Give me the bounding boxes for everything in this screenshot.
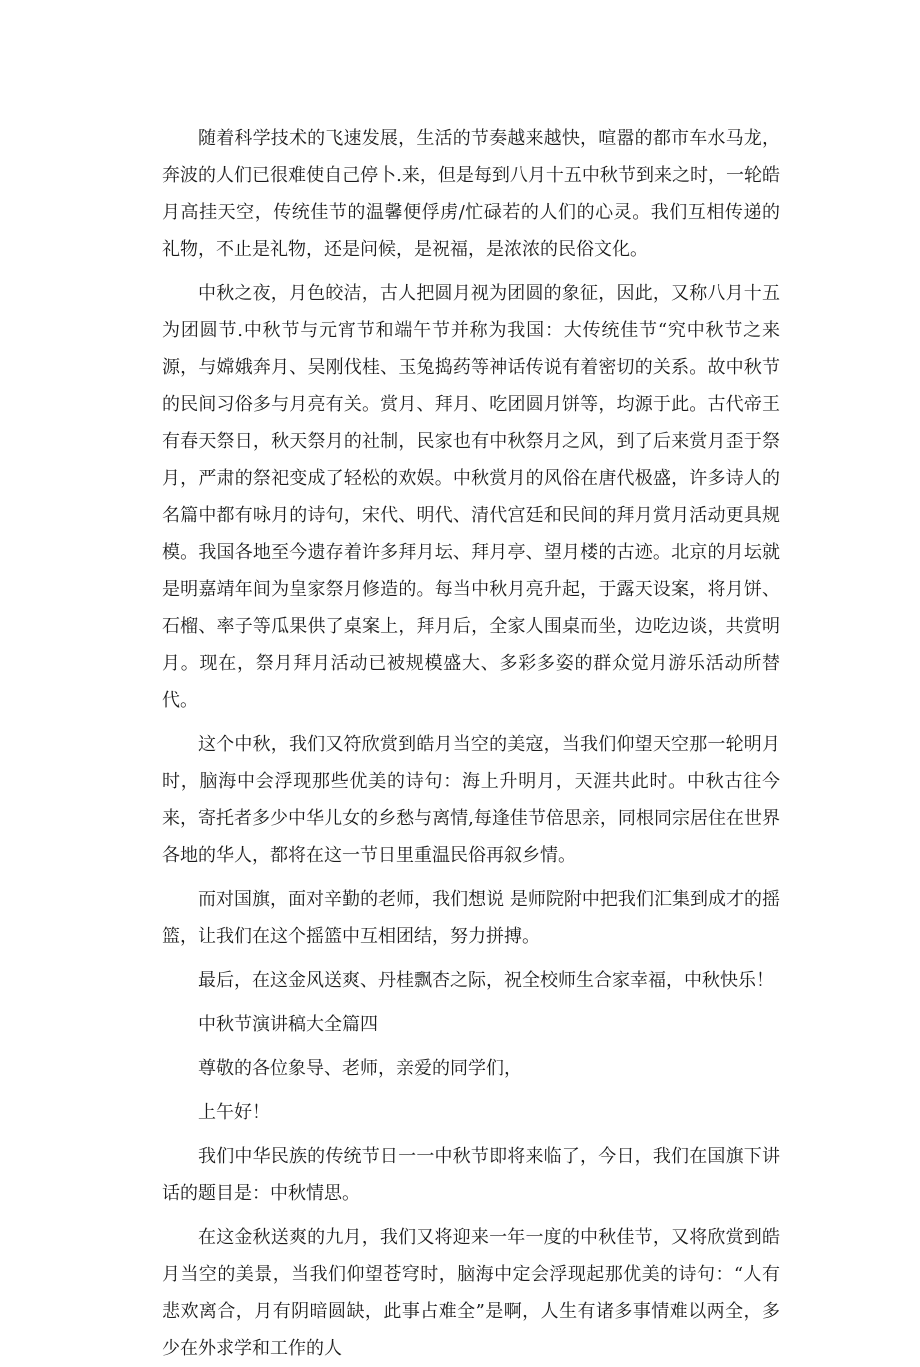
greeting: 上午好！ (198, 1102, 270, 1123)
paragraph-poem: 这个中秋，我们又符欣赏到皓月当空的美寇，当我们仰望天空那一轮明月时，脑海中会浮现那些优美的诗句：海上升明月，天涯共此时。中秋古往今来，寄托者多少中华儿女的乡愁与离情,每逢佳节倍思亲，同根同宗居住在世界各地的华人，都将在这一节日里重温民俗再叙乡情。 (162, 734, 780, 866)
salutation: 尊敬的各位象导、老师，亲爱的同学们， (198, 1058, 522, 1079)
paragraph-autumn: 在这金秋送爽的九月，我们又将迎来一年一度的中秋佳节，又将欣赏到皓月当空的美景，当我们仰望苍穹时，脑海中定会浮现起那优美的诗句：“人有悲欢离合，月有阴暗圆缺，此事占难全”是啊，人生有诸多事情难以两全，多少在外求学和工作的人 (162, 1227, 780, 1359)
document-body (162, 120, 780, 1367)
paragraph-teachers: 而对国旗，面对辛勤的老师，我们想说 是师院附中把我们汇集到成才的摇篮，让我们在这个摇篮中互相团结，努力拼搏。 (162, 889, 780, 947)
section-heading: 中秋节演讲稿大全篇四 (198, 1014, 378, 1035)
paragraph-intro: 随着科学技术的飞速发展，生活的节奏越来越快，喧嚣的都市车水马龙，奔波的人们已很难使自己停卜.来，但是每到八月十五中秋节到来之时，一轮皓月高挂天空，传统佳节的温馨便俘虏/忙碌若的人们的心灵。我们互相传递的礼物，不止是礼物，还是问候，是祝福，是浓浓的民俗文化。 (162, 128, 780, 260)
paragraph-history: 中秋之夜，月色皎洁，古人把圆月视为团圆的象征，因此，又称八月十五为团圆节.中秋节与元宵节和端午节并称为我国：大传统佳节“究中秋节之来源，与嫦娥奔月、吴刚伐桂、玉兔捣药等神话传说有着密切的关系。故中秋节的民间习俗多与月亮有关。赏月、拜月、吃团圆月饼等，均源于此。古代帝王有春天祭日，秋天祭月的社制，民家也有中秋祭月之风，到了后来赏月歪于祭月，严肃的祭祀变成了轻松的欢娱。中秋赏月的风俗在唐代极盛，许多诗人的名篇中都有咏月的诗句，宋代、明代、清代宫廷和民间的拜月赏月活动更具规模。我国各地至今遗存着许多拜月坛、拜月亭、望月楼的古迹。北京的月坛就是明嘉靖年间为皇家祭月修造的。每当中秋月亮升起，于露天设案，将月饼、石榴、率子等瓜果供了桌案上，拜月后，全家人围桌而坐，边吃边谈，共赏明月。现在，祭月拜月活动已被规模盛大、多彩多姿的群众觉月游乐活动所替代。 (162, 283, 780, 711)
paragraph-topic: 我们中华民族的传统节日一一中秋节即将来临了，今日，我们在国旗下讲话的题目是：中秋情思。 (162, 1146, 780, 1204)
paragraph-closing: 最后，在这金风送爽、丹桂飘杏之际，祝全校师生合家幸福，中秋快乐！ (198, 970, 774, 991)
